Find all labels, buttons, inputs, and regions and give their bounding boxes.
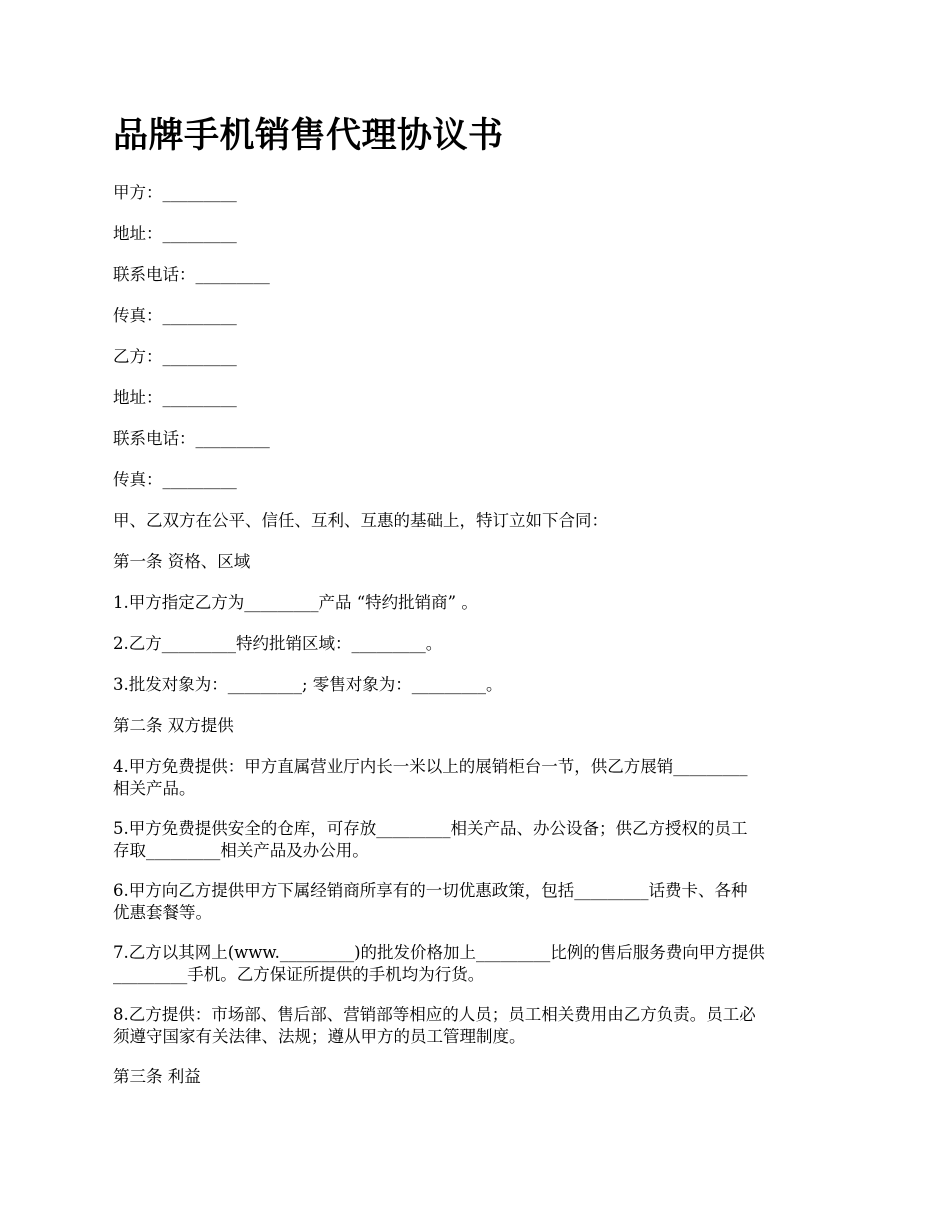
clause-line: 5.甲方免费提供安全的仓库，可存放_________相关产品、办公设备；供乙方授权的员工 <box>113 819 748 838</box>
clause-line: 8.乙方提供：市场部、售后部、营销部等相应的人员；员工相关费用由乙方负责。员工必 <box>113 1005 756 1024</box>
party-b-phone: 联系电话：_________ <box>113 429 270 448</box>
section-heading: 第一条 资格、区域 <box>113 552 251 571</box>
party-b-fax: 传真：_________ <box>113 470 237 489</box>
clause-5 <box>113 818 838 862</box>
clause-6 <box>113 880 838 924</box>
party-b-name: 乙方：_________ <box>113 347 237 366</box>
party-a-phone: 联系电话：_________ <box>113 265 270 284</box>
clause-3: 3.批发对象为：_________; 零售对象为：_________。 <box>113 675 503 694</box>
clause-7 <box>113 942 838 986</box>
document-title: 品牌手机销售代理协议书 <box>113 115 504 156</box>
section-heading: 第三条 利益 <box>113 1067 201 1086</box>
clause-line: 7.乙方以其网上(www._________)的批发价格加上_________比例的售后服务费向甲方提供 <box>113 943 765 962</box>
clause-8 <box>113 1004 838 1048</box>
clause-line: 相关产品。 <box>113 779 196 798</box>
clause-line: 优惠套餐等。 <box>113 903 212 922</box>
preamble: 甲、乙双方在公平、信任、互利、互惠的基础上，特订立如下合同： <box>113 511 608 530</box>
clause-2: 2.乙方_________特约批销区域：_________。 <box>113 634 443 653</box>
clause-line: 存取_________相关产品及办公用。 <box>113 841 369 860</box>
section-heading: 第二条 双方提供 <box>113 716 234 735</box>
clause-line: 4.甲方免费提供：甲方直属营业厅内长一米以上的展销柜台一节，供乙方展销_________ <box>113 757 748 776</box>
clause-line: 须遵守国家有关法律、法规；遵从甲方的员工管理制度。 <box>113 1027 526 1046</box>
clause-4 <box>113 756 838 800</box>
clause-line: 6.甲方向乙方提供甲方下属经销商所享有的一切优惠政策，包括_________话费卡、各种 <box>113 881 748 900</box>
party-b-address: 地址：_________ <box>113 388 237 407</box>
party-a-address: 地址：_________ <box>113 224 237 243</box>
party-a-fax: 传真：_________ <box>113 306 237 325</box>
party-a-name: 甲方：_________ <box>113 183 237 202</box>
clause-1: 1.甲方指定乙方为_________产品 “特约批销商” 。 <box>113 593 478 612</box>
clause-line: _________手机。乙方保证所提供的手机均为行货。 <box>113 965 485 984</box>
